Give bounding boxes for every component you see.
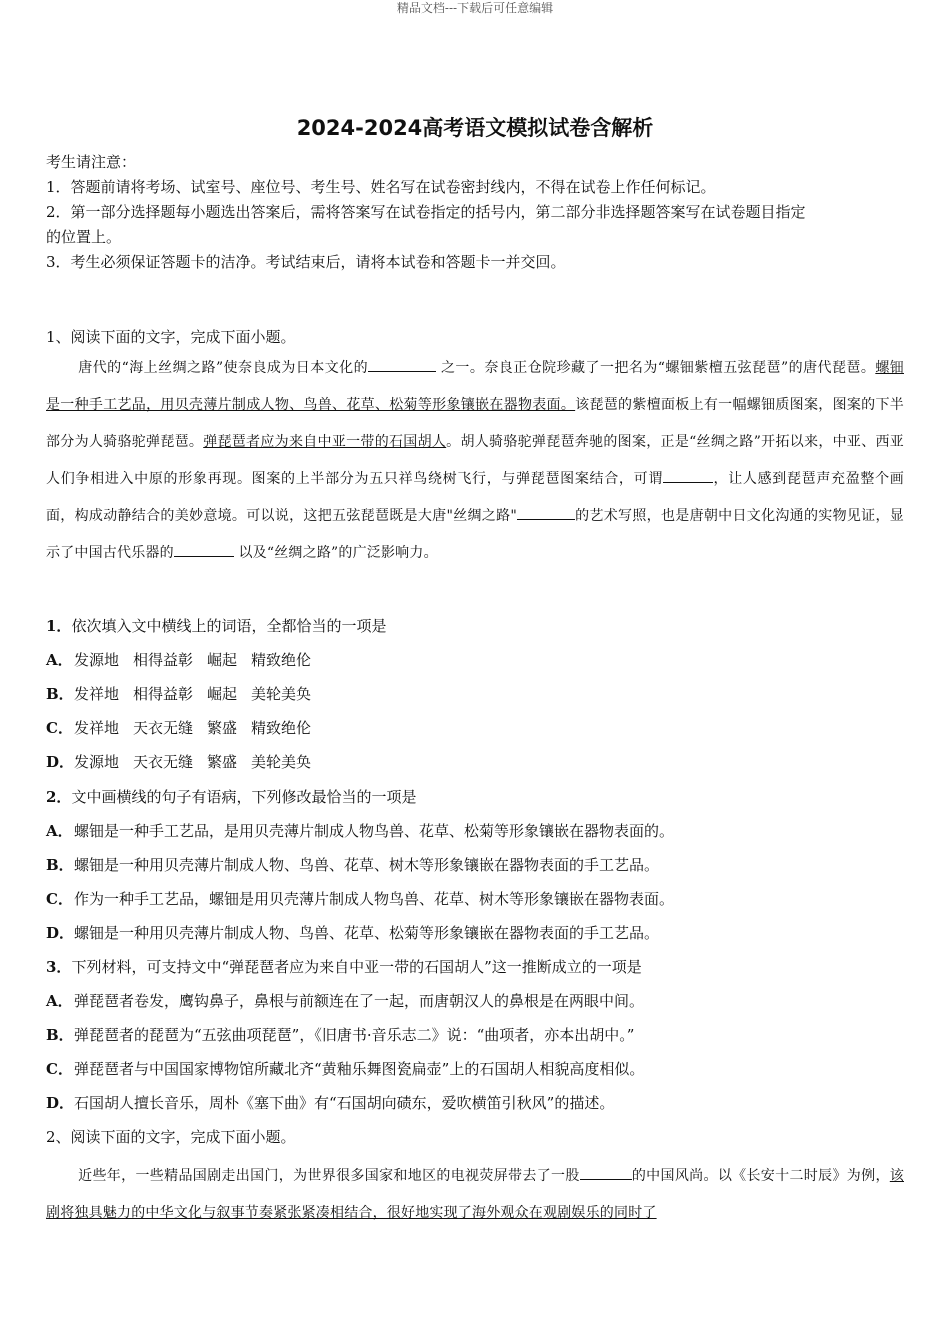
option-a[interactable] (46, 984, 906, 1018)
option-label: C． (46, 1060, 73, 1078)
option-label: A． (46, 992, 73, 1010)
option-word: 崛起 (207, 685, 238, 703)
notice-block (46, 150, 906, 275)
option-word: 发祥地 (74, 685, 120, 703)
section2-heading: 2、阅读下面的文字，完成下面小题。 (46, 1128, 296, 1146)
option-c[interactable] (46, 882, 906, 916)
answer-blank (580, 1165, 632, 1180)
option-c[interactable] (46, 1052, 906, 1086)
option-d[interactable] (46, 745, 906, 779)
option-word: 美轮美奂 (251, 685, 312, 703)
passage-text: 之一。奈良正仓院珍藏了一把名为“螺钿紫檀五弦琵琶”的唐代琵琶。 (436, 360, 876, 376)
notice-item: 2．第一部分选择题每小题选出答案后，需将答案写在试卷指定的括号内，第二部分非选择题答案写在试卷题目指定 (46, 203, 806, 221)
option-label: D． (46, 753, 75, 771)
passage-text: 唐代的“海上丝绸之路”使奈良成为日本文化的 (78, 360, 369, 376)
question-number: 1． (46, 617, 72, 635)
option-word: 繁盛 (207, 753, 238, 771)
option-word: 相得益彰 (133, 685, 194, 703)
option-label: A． (46, 651, 73, 669)
question-stem (46, 780, 906, 814)
option-d[interactable] (46, 1086, 906, 1120)
option-word: 发源地 (74, 651, 120, 669)
passage-text: 的中国风尚。以《长安十二时辰》为例， (631, 1168, 890, 1184)
option-word: 天衣无缝 (133, 719, 194, 737)
option-c[interactable] (46, 711, 906, 745)
answer-blank (368, 357, 436, 372)
option-label: D． (46, 1094, 75, 1112)
option-text: 弹琵琶者与中国国家博物馆所藏北齐“黄釉乐舞图瓷扁壶”上的石国胡人相貌高度相似。 (74, 1060, 645, 1078)
passage-text: 该琵琶的紫檀面板上有一幅螺钿质图案，图案的下半部分为人骑骆驼弹琵琶。 (46, 397, 904, 450)
answer-blank (517, 505, 575, 520)
section1-passage (46, 350, 904, 572)
option-word: 精致绝伦 (251, 651, 312, 669)
question-stem (46, 609, 906, 643)
option-text: 作为一种手工艺品，螺钿是用贝壳薄片制成人物鸟兽、花草、树木等形象镶嵌在器物表面。 (74, 890, 675, 908)
question-2 (46, 780, 906, 950)
option-text: 石国胡人擅长音乐，周朴《塞下曲》有“石国胡向碛东，爱吹横笛引秋风”的描述。 (74, 1094, 615, 1112)
passage-text: 。胡人骑骆驼弹琵琶奔驰的图案，正是“丝绸之路”开拓以来，中亚、西亚人们争相进入中原的形象再现。图案的上半部分为五只祥鸟绕树飞行，与弹琵琶图案结合，可谓 (46, 434, 904, 487)
notice-heading: 考生请注意： (46, 153, 137, 171)
answer-blank (174, 542, 234, 557)
option-b[interactable] (46, 848, 906, 882)
question-1 (46, 609, 906, 779)
section1-heading: 1、阅读下面的文字，完成下面小题。 (46, 328, 296, 346)
option-text: 弹琵琶者卷发，鹰钩鼻子，鼻根与前额连在了一起，而唐朝汉人的鼻根是在两眼中间。 (74, 992, 645, 1010)
option-label: B． (46, 685, 74, 703)
option-word: 精致绝伦 (251, 719, 312, 737)
option-word: 繁盛 (207, 719, 238, 737)
option-b[interactable] (46, 1018, 906, 1052)
question-text: 依次填入文中横线上的词语，全都恰当的一项是 (71, 617, 387, 635)
question-stem (46, 950, 906, 984)
option-a[interactable] (46, 814, 906, 848)
option-text: 螺钿是一种用贝壳薄片制成人物、鸟兽、花草、松菊等形象镶嵌在器物表面的手工艺品。 (74, 924, 660, 942)
page-title: 2024-2024高考语文模拟试卷含解析 (296, 116, 654, 140)
option-word: 发源地 (74, 753, 120, 771)
option-label: A． (46, 822, 73, 840)
question-number: 2． (46, 788, 72, 806)
notice-item: 1．答题前请将考场、试室号、座位号、考生号、姓名写在试卷密封线内，不得在试卷上作任何标记。 (46, 178, 716, 196)
passage-text: 以及“丝绸之路”的广泛影响力。 (233, 545, 438, 561)
notice-item: 的位置上。 (46, 228, 122, 246)
notice-item: 3．考生必须保证答题卡的洁净。考试结束后，请将本试卷和答题卡一并交回。 (46, 253, 566, 271)
underlined-sentence: 弹琵琶者应为来自中亚一带的石国胡人 (203, 434, 447, 450)
option-word: 发祥地 (74, 719, 120, 737)
option-word: 崛起 (207, 651, 238, 669)
underlined-sentence: 该剧将独具魅力的中华文化与叙事节奏紧张紧凑相结合，很好地实现了海外观众在观剧娱乐的同时了 (46, 1168, 904, 1221)
option-word: 美轮美奂 (251, 753, 312, 771)
answer-blank (663, 468, 713, 483)
option-d[interactable] (46, 916, 906, 950)
header-note: 精品文档---下载后可任意编辑 (396, 1, 554, 15)
option-a[interactable] (46, 643, 906, 677)
section2-passage (46, 1158, 904, 1232)
question-text: 文中画横线的句子有语病，下列修改最恰当的一项是 (71, 788, 417, 806)
option-text: 弹琵琶者的琵琶为“五弦曲项琵琶”，《旧唐书·音乐志二》说：“曲项者，亦本出胡中。” (74, 1026, 635, 1044)
option-word: 天衣无缝 (133, 753, 194, 771)
passage-text: ，让人感到琵琶声充盈整个画面，构成动静结合的美妙意境。可以说，这把五弦琵琶既是大唐"丝绸之路" (46, 471, 904, 524)
passage-text: 近些年，一些精品国剧走出国门，为世界很多国家和地区的电视荧屏带去了一股 (78, 1168, 580, 1184)
option-label: B． (46, 856, 74, 874)
question-3 (46, 950, 906, 1120)
option-text: 螺钿是一种用贝壳薄片制成人物、鸟兽、花草、树木等形象镶嵌在器物表面的手工艺品。 (74, 856, 660, 874)
passage-text: 的艺术写照，也是唐朝中日文化沟通的实物见证，显示了中国古代乐器的 (46, 508, 904, 561)
question-text: 下列材料，可支持文中“弹琵琶者应为来自中亚一带的石国胡人”这一推断成立的一项是 (71, 958, 642, 976)
option-b[interactable] (46, 677, 906, 711)
option-label: C． (46, 719, 73, 737)
underlined-sentence: 螺钿是一种手工艺品，用贝壳薄片制成人物、鸟兽、花草、松菊等形象镶嵌在器物表面。 (46, 360, 904, 413)
option-label: B． (46, 1026, 74, 1044)
option-label: D． (46, 924, 75, 942)
question-number: 3． (46, 958, 72, 976)
option-label: C． (46, 890, 73, 908)
option-text: 螺钿是一种手工艺品，是用贝壳薄片制成人物鸟兽、花草、松菊等形象镶嵌在器物表面的。 (74, 822, 675, 840)
option-word: 相得益彰 (133, 651, 194, 669)
